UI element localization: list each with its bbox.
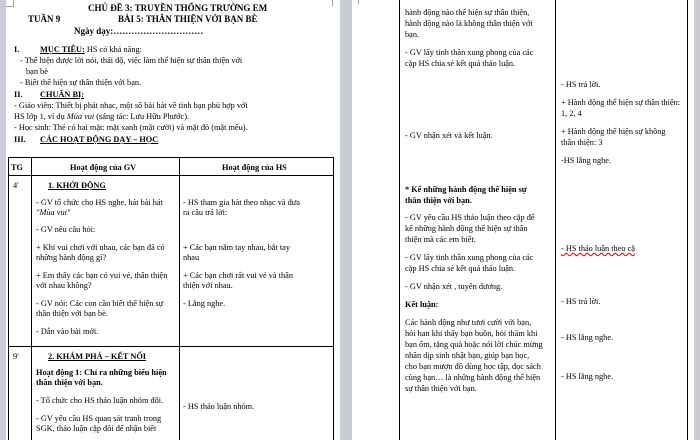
teacher-step: những hành động gì? bbox=[36, 253, 107, 262]
document-page-left bbox=[6, 0, 340, 440]
week-label: TUẦN 9 bbox=[28, 14, 61, 24]
student-step: thiện với nhau. bbox=[183, 281, 233, 290]
conclusion-text: cùng bạn… là những hành động thể hiện bbox=[405, 373, 541, 382]
song-name: "Mùa vui" bbox=[36, 208, 71, 217]
activity-title-explore: 2. KHÁM PHÁ – KẾT NỐI bbox=[48, 352, 147, 361]
margin-mark bbox=[358, 0, 359, 4]
prep-teacher-cont: HS lớp 1, ví dụ Mùa vui (sáng tác: Lưu Hữu Phước). bbox=[14, 112, 190, 121]
table-header-time: TG bbox=[11, 163, 23, 172]
teacher-step: - GV yêu cầu HS thảo luận theo cặp để bbox=[405, 213, 535, 222]
student-step: nhau bbox=[183, 253, 200, 262]
teacher-step: + Em thấy các bạn có vui vẻ, thân thiện bbox=[36, 271, 168, 280]
prep-teacher: - Giáo viên: Thiết bị phát nhạc, một số bài hát về tình bạn phù hợp với bbox=[14, 101, 248, 110]
student-step: - HS tham gia hát theo nhạc và đưa bbox=[183, 198, 300, 207]
conclusion-text: cho bạn mượn đồ dùng học tập, đọc sách bbox=[405, 362, 541, 371]
student-step: - HS trả lời. bbox=[561, 297, 601, 306]
margin-mark bbox=[332, 0, 333, 6]
student-step: - HS trả lời. bbox=[561, 80, 601, 89]
page-title: CHỦ ĐỀ 3: TRUYỀN THỐNG TRƯỜNG EM bbox=[88, 3, 268, 13]
student-step: - HS thảo luận nhóm. bbox=[183, 402, 255, 411]
conclusion-text: hỏi han khi thấy bạn buồn, hỏi thăm khi bbox=[405, 329, 538, 338]
teacher-step: hành động nào là không thân thiện với bbox=[405, 19, 533, 28]
student-step: - HS lắng nghe. bbox=[561, 333, 614, 342]
activity-heading: Hoạt động 1: Chỉ ra những biểu hiện bbox=[36, 368, 167, 377]
bullet-text: - Biết thể hiện sự thân thiện với bạn. bbox=[20, 78, 142, 87]
student-step: thân thiện: 3 bbox=[561, 138, 603, 147]
bullet-text-cont: bạn bè bbox=[26, 67, 48, 76]
student-step-spellcheck: - HS thảo luận theo cặ bbox=[561, 244, 635, 253]
section-heading-activities: CÁC HOẠT ĐỘNG DẠY – HỌC bbox=[40, 135, 159, 144]
student-step: ra câu trả lời: bbox=[183, 208, 228, 217]
teacher-step: thân thiện với bạn bè. bbox=[36, 309, 108, 318]
activity-title-warmup: 1. KHỞI ĐỘNG bbox=[48, 181, 106, 190]
student-step: 1, 2, 4 bbox=[561, 109, 582, 118]
teacher-step: bạn. bbox=[405, 30, 420, 39]
table-header-student: Hoạt động của HS bbox=[222, 163, 287, 172]
teacher-step: cặp HS chia sẻ kết quả thảo luận. bbox=[405, 59, 516, 68]
student-step: + Các bạn chơi rất vui vẻ và thân bbox=[183, 271, 293, 280]
teacher-step: + Khi vui chơi với nhau, các bạn đã có bbox=[36, 243, 165, 252]
row-time: 4' bbox=[13, 181, 19, 190]
teacher-step: cặp HS chia sẻ kết quả thảo luận. bbox=[405, 264, 516, 273]
student-step: - Lắng nghe. bbox=[183, 299, 226, 308]
lesson-title: BÀI 5: THÂN THIỆN VỚI BẠN BÈ bbox=[118, 14, 258, 24]
teacher-step: - GV tổ chức cho HS nghe, hát bài hát bbox=[36, 198, 163, 207]
section-heading-objectives: MỤC TIÊU: HS có khả năng: bbox=[40, 45, 142, 54]
teacher-step: hành động nào thể hiện sự thân thiện, bbox=[405, 8, 530, 17]
activity-heading: thân thiện với bạn. bbox=[405, 196, 472, 205]
section-number: III. bbox=[14, 135, 26, 144]
section-heading-preparation: CHUẨN BỊ: bbox=[40, 90, 85, 99]
conclusion-label: Kết luận: bbox=[405, 300, 439, 309]
conclusion-text: Các hành động như tươi cười với bạn, bbox=[405, 318, 532, 327]
bullet-text: - Thể hiện được lời nói, thái độ, việc làm thể hiện sự thân thiện với bbox=[20, 56, 243, 65]
activity-heading: thân thiện với bạn. bbox=[36, 378, 103, 387]
teacher-step: với nhau không? bbox=[36, 281, 92, 290]
teacher-step: - GV nói: Các con cần biết thể hiện sự bbox=[36, 299, 164, 308]
document-page-right bbox=[352, 0, 694, 440]
teacher-step: - Tổ chức cho HS thảo luận nhóm đôi. bbox=[36, 396, 164, 405]
teacher-step: - GV nhận xét , tuyên dương. bbox=[405, 282, 503, 291]
student-step: + Hành động thể hiện sự thân thiện: bbox=[561, 98, 681, 107]
teacher-step: - GV lấy tinh thần xung phong của các bbox=[405, 253, 534, 262]
table-header-teacher: Hoạt động của GV bbox=[70, 163, 137, 172]
teacher-step: thiện mà các em biết. bbox=[405, 235, 476, 244]
conclusion-text: nhân dịp sinh nhật bạn, giúp bạn học, bbox=[405, 351, 530, 360]
student-step: -HS lắng nghe. bbox=[561, 156, 612, 165]
student-step: + Các bạn nắm tay nhau, bắt tay bbox=[183, 243, 290, 252]
activity-heading: * Kể những hành động thể hiện sự bbox=[405, 185, 527, 194]
student-step: - HS lắng nghe. bbox=[561, 372, 614, 381]
row-time: 9' bbox=[13, 352, 19, 361]
conclusion-text: sự thân thiện với bạn. bbox=[405, 384, 477, 393]
student-step: + Hành động thể hiện sự không bbox=[561, 127, 666, 136]
teacher-step: SGK, thảo luận cặp đôi để nhận biết bbox=[36, 424, 157, 433]
section-number: I. bbox=[14, 45, 20, 54]
teacher-step: kể những hành động thể hiện sự thân bbox=[405, 224, 528, 233]
teacher-step: - GV nhận xét và kết luận. bbox=[405, 131, 493, 140]
teacher-step: - GV yêu cầu HS quan sát tranh trong bbox=[36, 414, 162, 423]
teacher-step: - Dẫn vào bài mới. bbox=[36, 327, 99, 336]
date-line: Ngày dạy:………………………… bbox=[74, 26, 204, 36]
teacher-step: - GV nêu câu hỏi: bbox=[36, 225, 96, 234]
teacher-step: - GV lấy tinh thần xung phong của các bbox=[405, 48, 534, 57]
prep-student: - Học sinh: Thẻ có hai mặt: mặt xanh (mặt cười) và mặt đỏ (mặt mếu). bbox=[14, 123, 248, 132]
conclusion-text: bạn ốm, tặng quà hoặc nói lời chúc mừng bbox=[405, 340, 543, 349]
section-number: II. bbox=[14, 90, 23, 99]
margin-mark bbox=[6, 6, 14, 7]
